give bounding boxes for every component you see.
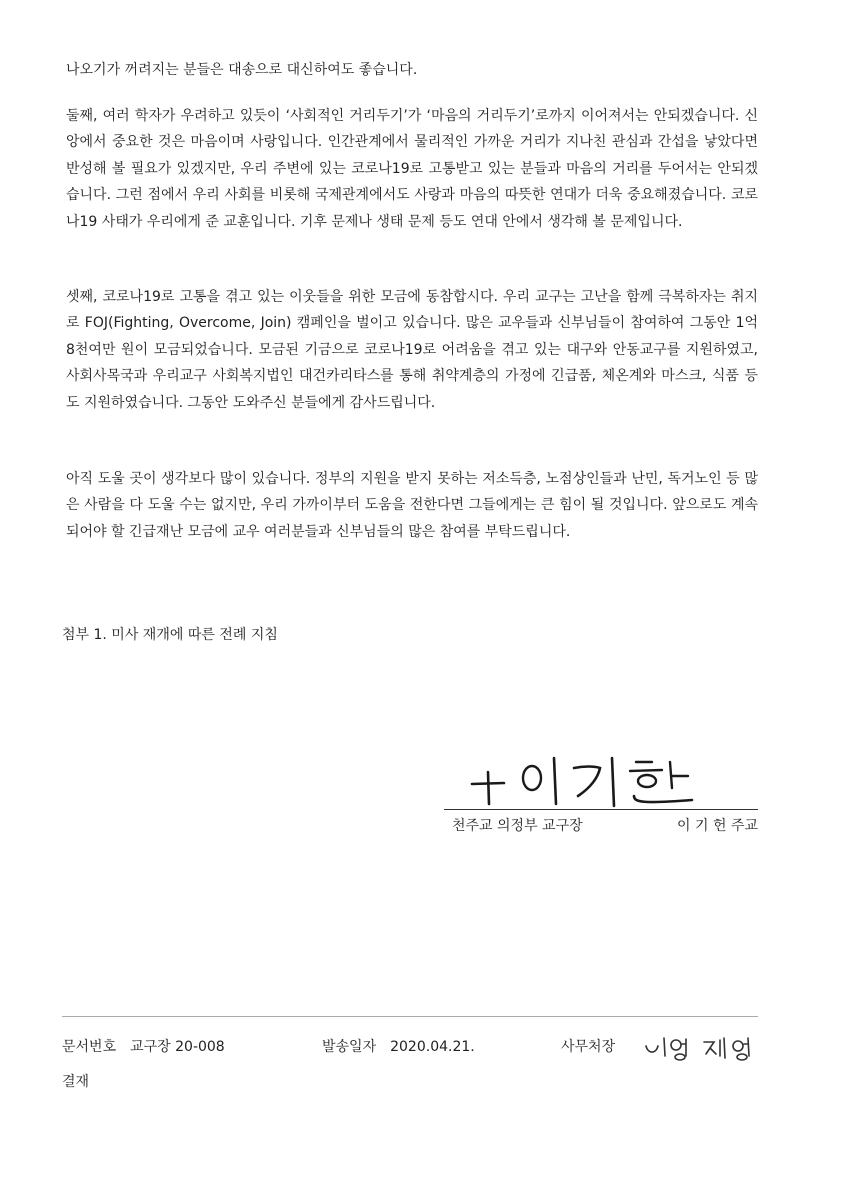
paragraph-continuation: 나오기가 꺼려지는 분들은 대송으로 대신하여도 좋습니다. [66,62,418,78]
signature-rule [444,809,758,810]
signature-caption [452,813,758,839]
approval-label: 결재 [62,1074,90,1090]
attachment-note: 첨부 1. 미사 재개에 따른 전례 지침 [62,627,278,643]
footer-rule [62,1016,758,1017]
secretary-label: 사무처장 [561,1039,616,1055]
doc-number-value: 교구장 20-008 [130,1039,225,1055]
signer-title: 천주교 의정부 교구장 [452,818,583,834]
doc-number [62,1034,225,1060]
paragraph-third: 셋째, 코로나19로 고통을 겪고 있는 이웃들을 위한 모금에 동참합시다. 우리 교구는 고난을 함께 극복하자는 취지로 FOJ(Fighting, Overcome, Join) 캠페인을 벌이고 있습니다. 많은 교우들과 신부님들이 참여하여 그동안 1억 8천여만 원이 모금되었습니다. 모금된 기금으로 코로나19로 어려움을 겪고 있는 대구와 안동교구를 지원하였고, 사회사목국과 우리교구 사회복지법인 대건카리타스를 통해 취약계층의 가정에 긴급품, 체온계와 마스크, 식품 등도 지원하였습니다. 그동안 도와주신 분들에게 감사드립니다. [66,289,758,411]
paragraph-second: 둘째, 여러 학자가 우려하고 있듯이 ‘사회적인 거리두기’가 ‘마음의 거리두기’로까지 이어져서는 안되겠습니다. 신앙에서 중요한 것은 마음이며 사랑입니다. 인간관계에서 물리적인 가까운 거리가 지나친 관심과 간섭을 낳았다면 반성해 볼 필요가 있겠지만, 우리 주변에 있는 코로나19로 고통받고 있는 분들과 마음의 거리를 두어서는 안되겠습니다. 그런 점에서 우리 사회를 비롯해 국제관계에서도 사랑과 마음의 따뜻한 연대가 더욱 중요해졌습니다. 코로나19 사태가 우리에게 준 교훈입니다. 기후 문제나 생태 문제 등도 연대 안에서 생각해 볼 문제입니다. [66,108,758,230]
doc-number-label: 문서번호 [62,1039,117,1055]
secretary [561,1034,615,1060]
send-date [322,1034,475,1060]
secretary-signature [642,1034,758,1062]
bishop-signature [466,754,706,810]
send-date-label: 발송일자 [322,1039,377,1055]
paragraph-fourth: 아직 도울 곳이 생각보다 많이 있습니다. 정부의 지원을 받지 못하는 저소득층, 노점상인들과 난민, 독거노인 등 많은 사람을 다 도울 수는 없지만, 우리 가까이부터 도움을 전한다면 그들에게는 큰 힘이 될 것입니다. 앞으로도 계속되어야 할 긴급재난 모금에 교우 여러분들과 신부님들의 많은 참여를 부탁드립니다. [66,471,758,540]
signer-name: 이 기 헌 주교 [677,818,758,834]
send-date-value: 2020.04.21. [390,1039,475,1055]
